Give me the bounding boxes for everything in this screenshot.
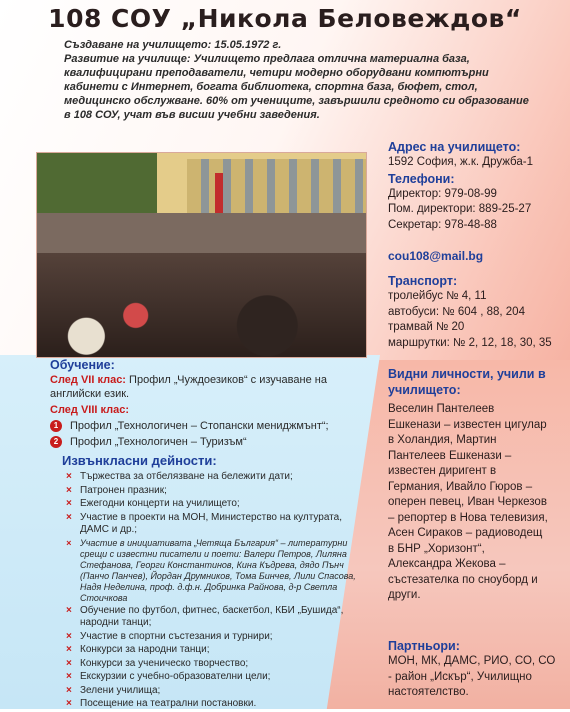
list-item: × Посещение на театрални постановки. [66,698,257,709]
profile-text: Профил „Технологичен – Стопански мениджмънт“; [70,420,329,432]
list-item: × Конкурси за народни танци; [66,644,210,655]
list-item: × Ежегодни концерти на училището; [66,498,240,509]
transport-heading: Транспорт: [388,274,458,288]
partners-heading: Партньори: [388,639,460,653]
profile-item [50,419,360,433]
after7-row [50,373,360,401]
extracurricular-heading: Извънкласни дейности: [62,453,217,468]
transport-line: трамвай № 20 [388,321,465,333]
transport-block [388,273,552,351]
phone-secretary: Секретар: 978-48-88 [388,218,497,231]
photo-crowd [37,253,366,357]
bullet-x-icon: × [66,471,72,482]
after8-label: След VIII клас: [50,404,130,416]
profile-item [50,435,360,449]
bullet-x-icon: × [66,698,72,709]
address-block [388,139,533,233]
school-photo [36,152,367,358]
photo-flag [215,173,223,213]
bullet-x-icon: × [66,630,72,642]
founded-text: Създаване на училището: 15.05.1972 г. [64,39,282,51]
development-text: Развитие на училище: Училището предлага отлична материална база, квалифицирани преподаватели, четири модерно оборудвани компютърни кабинети с Интернет, богата библиотека, спортна база, бюфет, стол, медицинско обслужване. 60% от учениците, завършили средното си образование в 108 СОУ, учат във висши учебни заведения. [64,53,529,121]
list-item: × Участие в спортни състезания и турнири; [66,630,273,642]
partners-text: МОН, МК, ДАМС, РИО, СО, СО - район „Искър“, Училищно настоятелство. [388,655,556,698]
bullet-x-icon: × [66,684,72,696]
extracurricular-block [62,453,362,712]
notables-heading: Видни личности, учили в училището: [388,367,546,397]
intro-block [64,38,534,122]
bullet-x-icon: × [66,511,72,523]
notables-block [388,366,548,604]
after7-label: След VII клас: [50,374,126,386]
profile-text: Профил „Технологичен – Туризъм“ [70,436,247,448]
phone-director: Директор: 979-08-99 [388,187,497,200]
bullet-x-icon: × [66,604,72,616]
bullet-x-icon: × [66,484,72,496]
extracurricular-list [62,471,362,711]
phones-heading: Телефони: [388,171,455,186]
after7-text: Профил „Чуждоезиков“ с изучаване на английски език. [50,374,327,400]
list-item: × Участие в инициативата „Четяща България“ – литературни срещи с известни писатели и поети: Валери Петров, Лиляна Стефанова, Георги Константинов, Кина Къдрева, дядо Пънч (Панчо Панчев), Йордан Друмников, Тома Бинчев, Лили Спасова, Надя Неделина, проф. д.ф.н. Добринка Райнова, д-р Светла Стоичкова [66,537,356,603]
list-item: × Патронен празник; [66,484,167,496]
bullet-x-icon: × [66,671,72,682]
address-heading: Адрес на училището: [388,140,521,154]
education-heading: Обучение: [50,358,115,372]
partners-block [388,638,558,701]
address-line: 1592 София, ж.к. Дружба-1 [388,156,533,168]
transport-line: маршрутки: № 2, 12, 18, 30, 35 [388,336,552,349]
phone-assistant: Пом. директори: 889-25-27 [388,203,532,215]
photo-ground [37,213,366,258]
list-item: × Екскурзии с учебно-образователни цели; [66,671,271,682]
list-item: × Конкурси за ученическо творчество; [66,657,249,669]
transport-line: автобуси: № 604 , 88, 204 [388,305,525,318]
list-item: × Обучение по футбол, фитнес, баскетбол, КБИ „Бушида“, народни танци; [66,604,344,628]
bullet-x-icon: × [66,498,72,509]
bullet-x-icon: × [66,537,72,548]
list-item: × Участие в проекти на МОН, Министерство на културата, ДАМС и др.; [66,511,342,535]
profile-number: 1 [50,420,62,432]
list-item: × Зелени училища; [66,684,161,696]
education-block [50,357,360,449]
transport-line: тролейбус № 4, 11 [388,290,487,302]
page-title: 108 СОУ „Никола Беловеждов“ [48,4,522,33]
email-link[interactable]: cou108@mail.bg [388,249,484,263]
list-item: × Тържества за отбелязване на бележити дати; [66,471,293,482]
bullet-x-icon: × [66,644,72,655]
profile-number: 2 [50,436,62,448]
bullet-x-icon: × [66,657,72,669]
notables-text: Веселин Пантелеев Ешкенази – известен цигулар в Холандия, Мартин Пантелеев Ешкенази – известен диригент в Германия, Ивайло Гюров – оперен певец, Иван Черкезов – репортер в Нова телевизия, Асен Сираков – радиоводещ в БНР „Хоризонт“, Александра Жекова – състезателка по сноуборд и други. [388,403,548,601]
